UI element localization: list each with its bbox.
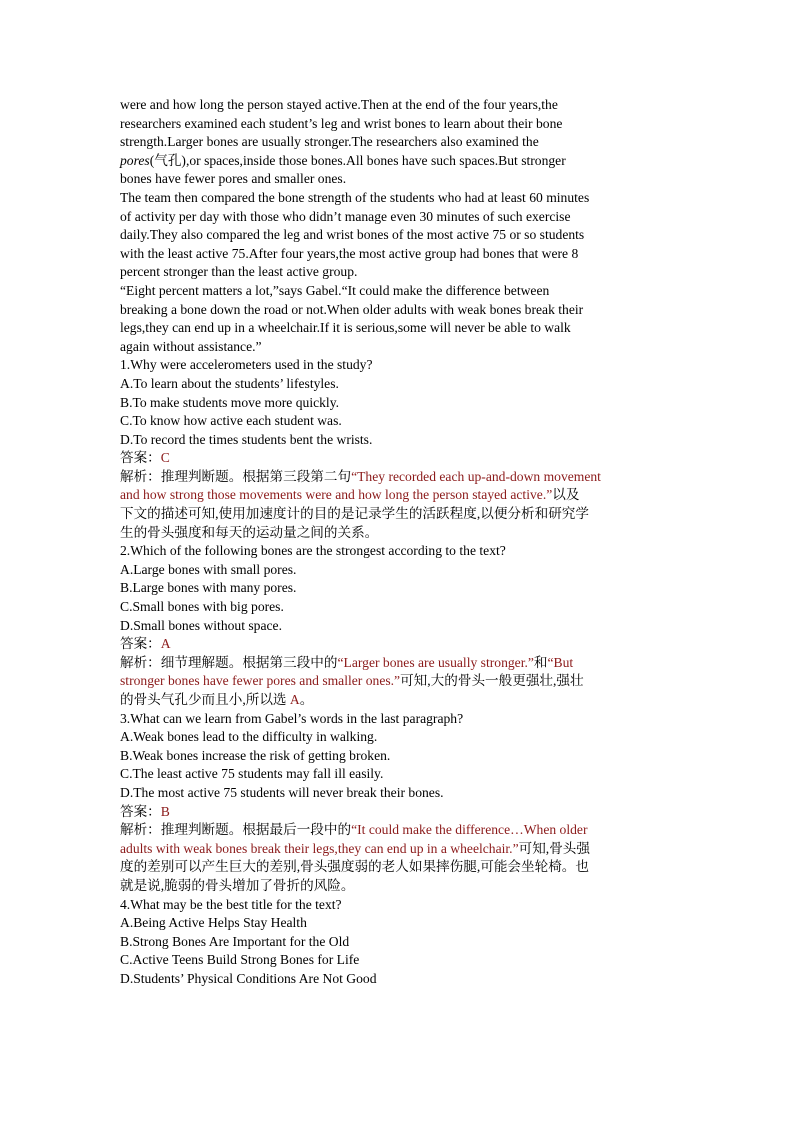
passage-line: daily.They also compared the leg and wrist bones of the most active 75 or so students	[120, 227, 585, 243]
explanation-label: 解析：细节理解题。根据第三段中的	[120, 654, 338, 670]
question-stem: 1.Why were accelerometers used in the study?	[120, 357, 373, 373]
pores-word: pores	[120, 152, 150, 168]
question-option: B.Large bones with many pores.	[120, 580, 297, 596]
passage-line: The team then compared the bone strength of the students who had at least 60 minutes	[120, 189, 590, 205]
document-body	[120, 96, 680, 989]
answer-value: C	[160, 450, 170, 466]
explanation-line	[120, 672, 680, 691]
explanation-text: 可知,大的骨头一般更强壮,强壮	[400, 673, 584, 689]
question-option: A.Weak bones lead to the difficulty in walking.	[120, 729, 378, 745]
quote-text: and how strong those movements were and how long the person stayed active.”	[120, 487, 553, 503]
explanation-text: 以及	[552, 487, 580, 503]
explanation-line	[120, 691, 680, 710]
answer-line	[120, 449, 680, 468]
passage-line: percent stronger than the least active group.	[120, 264, 358, 280]
passage-line: of activity per day with those who didn’t manage even 30 minutes of such exercise	[120, 208, 571, 224]
passage-line: breaking a bone down the road or not.When older adults with weak bones break their	[120, 301, 584, 317]
passage-line: strength.Larger bones are usually stronger.The researchers also examined the	[120, 134, 539, 150]
question-option: C.The least active 75 students may fall ill easily.	[120, 766, 384, 782]
explanation-text: 的骨头气孔少而且小,所以选	[120, 692, 290, 707]
passage-line: “Eight percent matters a lot,”says Gabel.“It could make the difference between	[120, 282, 550, 298]
explanation-line	[120, 468, 680, 487]
question-option: D.Small bones without space.	[120, 617, 282, 633]
passage-line: were and how long the person stayed active.Then at the end of the four years,the	[120, 97, 558, 112]
quote-text: adults with weak bones break their legs,they can end up in a wheelchair.”	[120, 840, 519, 856]
explanation-label: 解析：推理判断题。根据第三段第二句	[120, 468, 352, 484]
question-option: B.To make students move more quickly.	[120, 394, 340, 410]
answer-value: B	[160, 803, 170, 819]
passage-line: with the least active 75.After four years,the most active group had bones that were 8	[120, 245, 579, 261]
quote-text: A	[289, 692, 300, 707]
quote-text: “Larger bones are usually stronger.”	[337, 654, 534, 670]
explanation-line	[120, 840, 680, 859]
answer-label: 答案：	[120, 636, 161, 652]
answer-value: A	[160, 636, 171, 652]
explanation-line: 下文的描述可知,使用加速度计的目的是记录学生的活跃程度,以便分析和研究学	[120, 506, 589, 522]
question-option: D.To record the times students bent the wrists.	[120, 431, 373, 447]
question-option: A.To learn about the students’ lifestyles.	[120, 375, 339, 391]
passage-line: bones have fewer pores and smaller ones.	[120, 171, 347, 187]
question-option: A.Large bones with small pores.	[120, 561, 297, 577]
explanation-line: 生的骨头强度和每天的运动量之间的关系。	[120, 524, 379, 540]
passage-line: researchers examined each student’s leg and wrist bones to learn about their bone	[120, 115, 563, 131]
explanation-label: 解析：推理判断题。根据最后一段中的	[120, 822, 352, 838]
question-option: D.Students’ Physical Conditions Are Not Good	[120, 970, 377, 986]
answer-line	[120, 803, 680, 822]
passage-line: legs,they can end up in a wheelchair.If it is serious,some will never be able to walk	[120, 320, 571, 336]
question-option: C.Small bones with big pores.	[120, 599, 284, 615]
question-stem: 3.What can we learn from Gabel’s words in the last paragraph?	[120, 710, 464, 726]
explanation-text: 可知,骨头强	[518, 840, 590, 856]
question-option: B.Strong Bones Are Important for the Old	[120, 933, 350, 949]
quote-text: stronger bones have fewer pores and smaller ones.”	[120, 673, 401, 689]
explanation-line	[120, 486, 680, 505]
quote-text: “It could make the difference…When older	[351, 822, 588, 838]
explanation-line: 就是说,脆弱的骨头增加了骨折的风险。	[120, 877, 355, 893]
explanation-line	[120, 821, 680, 840]
answer-line	[120, 635, 680, 654]
question-stem: 4.What may be the best title for the text?	[120, 896, 342, 912]
answer-label: 答案：	[120, 450, 161, 466]
pores-rest: (气孔),or spaces,inside those bones.All bones have such spaces.But stronger	[149, 152, 566, 168]
explanation-line: 度的差别可以产生巨大的差别,骨头强度弱的老人如果摔伤腿,可能会坐轮椅。也	[120, 859, 589, 875]
passage-line	[120, 152, 680, 171]
question-option: D.The most active 75 students will never break their bones.	[120, 784, 444, 800]
explanation-text: 。	[299, 692, 314, 707]
explanation-text: 和	[533, 654, 548, 670]
quote-text: “They recorded each up-and-down movement	[351, 468, 601, 484]
quote-text: “But	[547, 654, 574, 670]
passage-line: again without assistance.”	[120, 338, 262, 354]
question-option: A.Being Active Helps Stay Health	[120, 915, 307, 931]
question-option: B.Weak bones increase the risk of getting broken.	[120, 747, 391, 763]
question-stem: 2.Which of the following bones are the strongest according to the text?	[120, 543, 506, 559]
explanation-line	[120, 654, 680, 673]
question-option: C.To know how active each student was.	[120, 413, 342, 429]
answer-label: 答案：	[120, 803, 161, 819]
question-option: C.Active Teens Build Strong Bones for Life	[120, 952, 360, 968]
